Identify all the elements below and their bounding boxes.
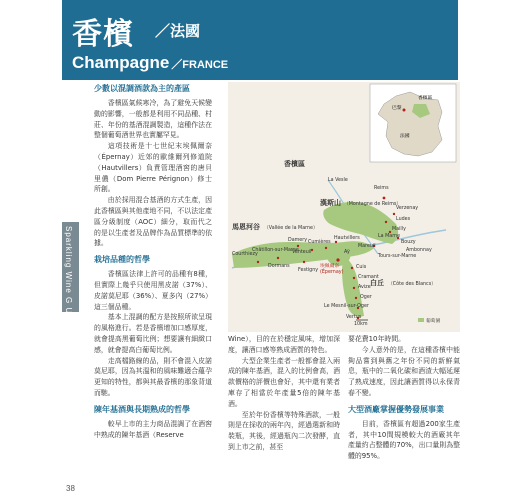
- map-label-epernay-en: (Épernay): [320, 270, 344, 275]
- map-label-vesle: La Vesle: [328, 178, 348, 183]
- paragraph: 香檳區法律上許可的品種有8種，但實際上幾乎只使用黑皮諾（37%）、皮諾莫尼耶（36%）、夏多內（27%）這三個品種。: [94, 270, 212, 311]
- map-label-epernay-zh: 埃佩爾奈: [320, 264, 340, 269]
- map-label-cumieres: Cumières: [308, 240, 331, 245]
- paragraph: 至於年份香檳等特殊酒款，一般則是在採收的兩年內，經過選新和時裝瓶，其後，經過瓶內二次發酵，直到上市之前，甚至: [228, 410, 340, 451]
- map-label-cote-en: （Côte des Blancs）: [388, 282, 436, 287]
- map-label-dormans: Dormans: [268, 264, 290, 269]
- paragraph: 由於採用混合基酒的方式生產，因此香檳區與其他產地不同，不以法定產區分級制度（AOC）細分，取而代之的是以生產者及品牌作為品質標準的依據。: [94, 196, 212, 248]
- paragraph: 今人意外的是，在這種香檳中能夠品嘗到與舊之年份不同的新鮮氣息，瓶中的二氧化碳和酒渣大幅延遲了熟成速度，因此讓酒質得以永保青春不變。: [348, 345, 460, 397]
- paragraph: 走高檔路線的品，則不會混入皮諾莫尼耶，因為其溫和的風味難適合蘊孕更知的特性，都與其最香檳的那象背道而馳。: [94, 356, 212, 397]
- map-label-damery: Damery: [288, 238, 308, 243]
- map-label-cote-zh: 白丘: [370, 279, 384, 287]
- right-column: [348, 334, 460, 462]
- map-label-reims-en: （Montagne de Reims）: [344, 202, 402, 207]
- map-label-ay: Aÿ: [344, 250, 350, 255]
- map-scale: 10km: [354, 322, 368, 327]
- left-column: [94, 82, 212, 440]
- paragraph: Wine），目的在於穩定風味，增加深度，讓酒口感等熟成酒質的特色。: [228, 335, 340, 354]
- section-heading-big-houses: 大型酒廠掌握優勢發展事業: [348, 404, 444, 414]
- title-english-name: Champagne: [72, 53, 170, 72]
- side-tab-text: Sparkling Wine G U I D E: [64, 226, 73, 341]
- map-label-ambonnay: Ambonnay: [406, 248, 432, 253]
- title-chinese-country: ／法國: [155, 22, 201, 40]
- map-inset-paris: 巴黎: [392, 106, 402, 111]
- map-label-cramant: Cramant: [358, 275, 379, 280]
- map-label-marne-zh: 馬恩河谷: [232, 223, 260, 231]
- title-chinese: 香檳: [72, 17, 134, 52]
- title-english: [72, 53, 228, 73]
- map-label-marne-river: La Marne: [378, 234, 401, 239]
- paragraph: 要花費10年時間。: [348, 335, 406, 343]
- map-inset-champagne: 香檳區: [418, 96, 433, 101]
- map-label-cuis: Cuis: [356, 265, 367, 270]
- map-label-verzenay: Verzenay: [396, 206, 419, 211]
- paragraph: 目前，香檳區有超過200家生產者，其中10間規模較大的酒廠其年產量約占整體的70%，出口量則為整體的95%。: [348, 419, 460, 461]
- side-tab: [62, 222, 79, 341]
- paragraph: 香檳區氣候寒冷，為了避免天候變動的影響，一般都是利用不同品種、村莊、年份的基酒混調製造，這種作法在整個葡萄酒世界也實屬罕見。: [94, 99, 212, 140]
- map-label-reims-zh: 漢斯山: [320, 199, 341, 207]
- section-heading-blending: 少數以混調酒款為主的產區: [94, 84, 190, 93]
- map-label-mailly: Mailly: [392, 227, 406, 232]
- map-label-bouzy: Bouzy: [401, 240, 416, 245]
- title-english-country: ／FRANCE: [171, 59, 229, 71]
- paragraph: 大型企業生產者一般都會混入兩成的陳年基酒，混入的比例會高，酒款價格的評價也會好，其中還有業者庫存了相當於年產量5倍的陳年基酒。: [228, 356, 340, 408]
- paragraph: 這項技術是十七世紀末埃佩爾奈（Épernay）近郊的歐維爾列修道院（Hautvillers）負責管理酒窖的唐貝里儂（Dom Pierre Pérignon）修士所創。: [94, 142, 212, 194]
- map-title: 香檳區: [284, 160, 305, 168]
- paragraph: 基本上混調的配方是按照所欲呈現的風格進行。若是香檳增加口感厚度，就會提高黑葡萄比例；想要讓有細緻口感，就會提高白葡萄比例。: [94, 313, 212, 354]
- map-legend-vineyard: 葡萄園: [426, 319, 441, 324]
- map-label-festigny: Festigny: [298, 268, 319, 273]
- map-label-hautvillers: Hautvillers: [334, 236, 360, 241]
- map-label-chatillon: Châtillon-sur-Marne: [252, 248, 299, 253]
- map-label-marne-en: （Vallée de la Marne）: [264, 226, 318, 231]
- champagne-map: [228, 82, 460, 332]
- map-label-venteuil: Venteuil: [292, 250, 312, 255]
- map-label-mareuil: Mareuil: [358, 244, 376, 249]
- section-heading-varieties: 栽培品種的哲學: [94, 255, 150, 265]
- map-label-ludes: Ludes: [396, 217, 411, 222]
- map-label-avize: Avize: [358, 285, 371, 290]
- middle-column: [228, 334, 340, 453]
- map-label-oger: Oger: [360, 295, 372, 300]
- map-label-reims: Reims: [374, 186, 389, 191]
- title-banner: [62, 0, 458, 80]
- map-inset-france: 法國: [400, 134, 410, 139]
- page-number: 38: [66, 484, 75, 493]
- map-label-vertus: Vertus: [346, 315, 362, 320]
- paragraph: 較早上市的主力商品混調了在酒窖中熟成的陳年基酒（Reserve: [94, 419, 212, 439]
- map-label-tours: Tours-sur-Marne: [378, 254, 417, 259]
- map-label-mesnil: Le Mesnil-sur-Oger: [324, 304, 369, 309]
- section-heading-aging: 陳年基酒與長期熟成的哲學: [94, 404, 190, 414]
- map-label-courthiezy: Courthiezy: [232, 252, 258, 257]
